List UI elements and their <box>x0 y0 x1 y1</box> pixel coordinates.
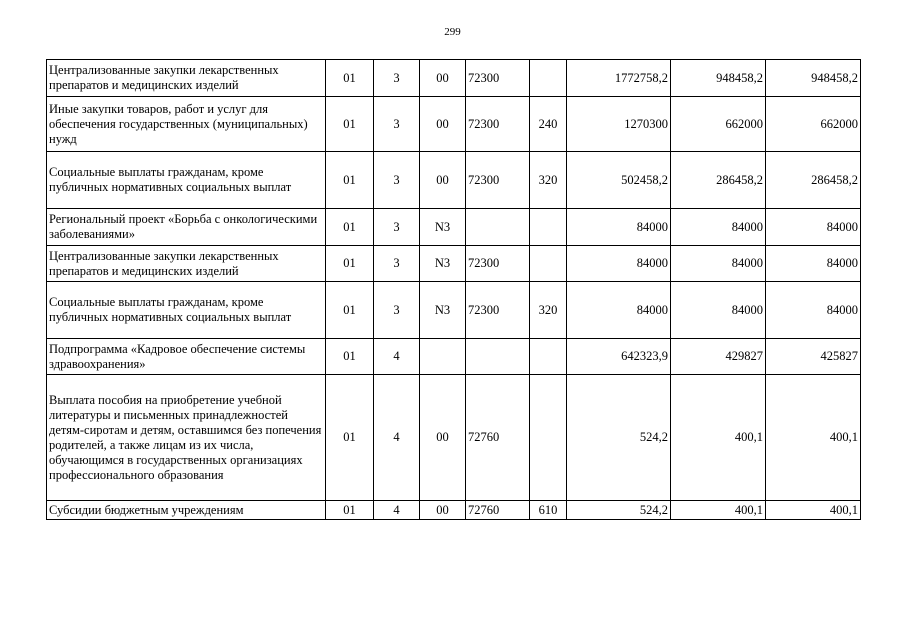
cell-value-3: 425827 <box>766 339 861 375</box>
cell-section: 01 <box>326 246 374 282</box>
table-row <box>47 60 861 97</box>
cell-value-2: 948458,2 <box>671 60 766 97</box>
cell-value-3: 948458,2 <box>766 60 861 97</box>
cell-subsection: 3 <box>374 60 420 97</box>
cell-program: N3 <box>420 282 466 339</box>
cell-article: 72300 <box>466 152 530 209</box>
cell-section: 01 <box>326 209 374 246</box>
cell-expense-type: 320 <box>530 152 567 209</box>
cell-program: N3 <box>420 246 466 282</box>
cell-program: 00 <box>420 152 466 209</box>
cell-value-3: 84000 <box>766 246 861 282</box>
cell-value-1: 524,2 <box>567 501 671 520</box>
cell-expense-type: 240 <box>530 97 567 152</box>
cell-expense-type <box>530 60 567 97</box>
table-row <box>47 97 861 152</box>
table-row <box>47 375 861 501</box>
cell-program: 00 <box>420 375 466 501</box>
cell-section: 01 <box>326 501 374 520</box>
cell-value-3: 400,1 <box>766 375 861 501</box>
cell-value-2: 84000 <box>671 282 766 339</box>
cell-value-1: 1270300 <box>567 97 671 152</box>
row-name: Региональный проект «Борьба с онкологическими заболеваниями» <box>47 209 326 246</box>
cell-article: 72300 <box>466 246 530 282</box>
cell-subsection: 3 <box>374 246 420 282</box>
cell-expense-type <box>530 246 567 282</box>
row-name: Социальные выплаты гражданам, кроме публичных нормативных социальных выплат <box>47 152 326 209</box>
cell-section: 01 <box>326 375 374 501</box>
cell-value-3: 400,1 <box>766 501 861 520</box>
cell-value-2: 662000 <box>671 97 766 152</box>
cell-value-3: 84000 <box>766 209 861 246</box>
cell-value-2: 286458,2 <box>671 152 766 209</box>
cell-value-1: 1772758,2 <box>567 60 671 97</box>
cell-subsection: 3 <box>374 282 420 339</box>
cell-article: 72300 <box>466 282 530 339</box>
page-number: 299 <box>444 26 461 38</box>
row-name: Иные закупки товаров, работ и услуг для обеспечения государственных (муниципальных) нужд <box>47 97 326 152</box>
cell-value-1: 642323,9 <box>567 339 671 375</box>
row-name: Централизованные закупки лекарственных препаратов и медицинских изделий <box>47 246 326 282</box>
cell-subsection: 4 <box>374 339 420 375</box>
cell-value-3: 286458,2 <box>766 152 861 209</box>
cell-section: 01 <box>326 60 374 97</box>
cell-program: N3 <box>420 209 466 246</box>
cell-expense-type <box>530 339 567 375</box>
cell-program <box>420 339 466 375</box>
row-name: Выплата пособия на приобретение учебной литературы и письменных принадлежностей детям-сиротам и детям, оставшимся без попечения родителей, а также лицам из их числа, обучающимся в государственных организациях профессионального образования <box>47 375 326 501</box>
cell-value-3: 84000 <box>766 282 861 339</box>
table-row <box>47 152 861 209</box>
cell-section: 01 <box>326 282 374 339</box>
cell-value-1: 524,2 <box>567 375 671 501</box>
row-name: Подпрограмма «Кадровое обеспечение системы здравоохранения» <box>47 339 326 375</box>
budget-table <box>46 59 861 520</box>
cell-article <box>466 339 530 375</box>
cell-value-2: 429827 <box>671 339 766 375</box>
cell-section: 01 <box>326 152 374 209</box>
cell-article: 72760 <box>466 375 530 501</box>
cell-article: 72300 <box>466 60 530 97</box>
cell-value-3: 662000 <box>766 97 861 152</box>
cell-article <box>466 209 530 246</box>
cell-expense-type <box>530 209 567 246</box>
cell-article: 72300 <box>466 97 530 152</box>
table-row <box>47 339 861 375</box>
cell-subsection: 4 <box>374 501 420 520</box>
cell-expense-type: 320 <box>530 282 567 339</box>
table-row <box>47 501 861 520</box>
cell-section: 01 <box>326 97 374 152</box>
cell-program: 00 <box>420 60 466 97</box>
cell-program: 00 <box>420 501 466 520</box>
table-row <box>47 246 861 282</box>
cell-section: 01 <box>326 339 374 375</box>
cell-subsection: 3 <box>374 152 420 209</box>
table-row <box>47 282 861 339</box>
cell-subsection: 3 <box>374 97 420 152</box>
cell-program: 00 <box>420 97 466 152</box>
cell-value-1: 84000 <box>567 209 671 246</box>
row-name: Централизованные закупки лекарственных препаратов и медицинских изделий <box>47 60 326 97</box>
cell-value-2: 84000 <box>671 246 766 282</box>
cell-expense-type <box>530 375 567 501</box>
cell-value-2: 400,1 <box>671 501 766 520</box>
cell-value-2: 400,1 <box>671 375 766 501</box>
cell-value-1: 502458,2 <box>567 152 671 209</box>
cell-expense-type: 610 <box>530 501 567 520</box>
row-name: Субсидии бюджетным учреждениям <box>47 501 326 520</box>
cell-subsection: 4 <box>374 375 420 501</box>
cell-value-1: 84000 <box>567 282 671 339</box>
cell-value-2: 84000 <box>671 209 766 246</box>
table-row <box>47 209 861 246</box>
cell-article: 72760 <box>466 501 530 520</box>
row-name: Социальные выплаты гражданам, кроме публичных нормативных социальных выплат <box>47 282 326 339</box>
cell-subsection: 3 <box>374 209 420 246</box>
cell-value-1: 84000 <box>567 246 671 282</box>
